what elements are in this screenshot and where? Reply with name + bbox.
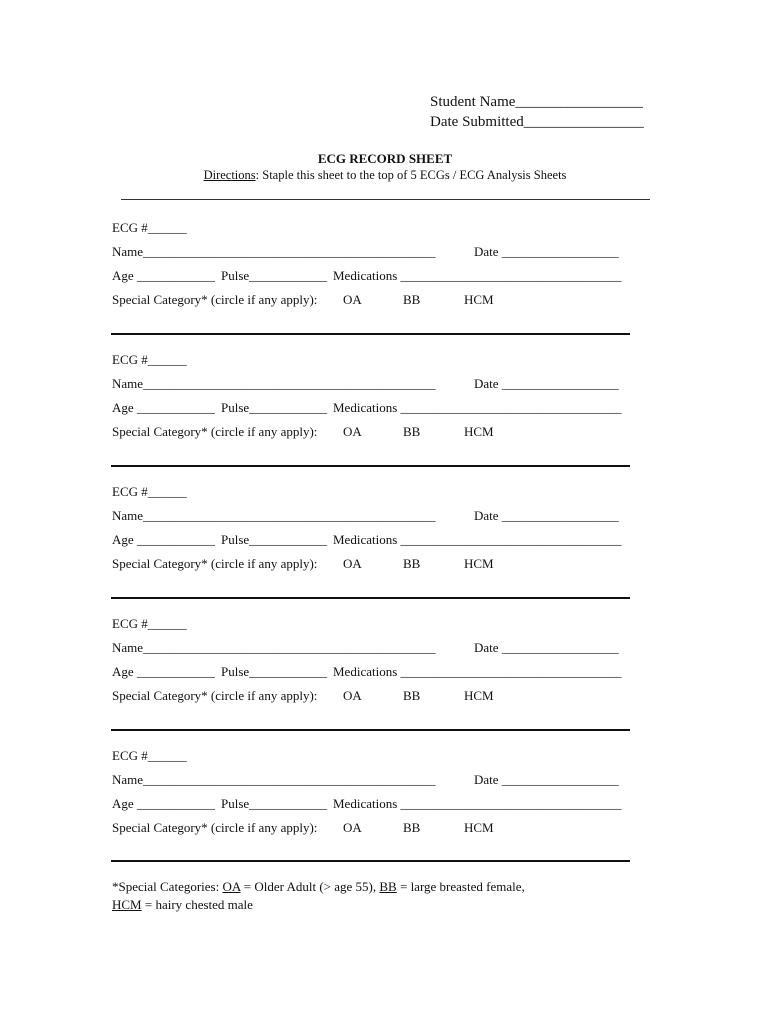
section-divider (111, 597, 630, 599)
date-submitted-field[interactable]: Date Submitted________________ (430, 114, 644, 130)
section-divider (111, 860, 630, 862)
age-field[interactable]: Age ____________ (112, 664, 215, 679)
medications-field[interactable]: Medications __________________________________ (333, 400, 622, 415)
option-hcm[interactable]: HCM (464, 556, 494, 571)
ecg-number-field[interactable]: ECG #______ (112, 484, 187, 499)
section-divider (111, 333, 630, 335)
ecg-number-field[interactable]: ECG #______ (112, 616, 187, 631)
pulse-field[interactable]: Pulse____________ (221, 268, 328, 283)
ecg-record-section-3 (112, 484, 632, 594)
date-field[interactable]: Date __________________ (474, 508, 619, 523)
ecg-number-field[interactable]: ECG #______ (112, 352, 187, 367)
age-field[interactable]: Age ____________ (112, 400, 215, 415)
option-hcm[interactable]: HCM (464, 688, 494, 703)
directions-text: : Staple this sheet to the top of 5 ECGs / ECG Analysis Sheets (255, 168, 567, 182)
option-bb[interactable]: BB (403, 292, 421, 307)
name-field[interactable]: Name_____________________________________________ (112, 640, 436, 655)
age-field[interactable]: Age ____________ (112, 532, 215, 547)
ecg-record-section-1 (112, 220, 632, 330)
option-hcm[interactable]: HCM (464, 424, 494, 439)
date-field[interactable]: Date __________________ (474, 244, 619, 259)
age-field[interactable]: Age ____________ (112, 796, 215, 811)
pulse-field[interactable]: Pulse____________ (221, 532, 328, 547)
special-category-label: Special Category* (circle if any apply): (112, 556, 318, 571)
option-bb[interactable]: BB (403, 556, 421, 571)
footnote-bb-def: = large breasted female, (396, 879, 525, 894)
footnote-bb: BB (379, 879, 397, 894)
option-oa[interactable]: OA (343, 820, 362, 835)
footnote-line-1 (112, 878, 525, 896)
ecg-number-field[interactable]: ECG #______ (112, 220, 187, 235)
medications-field[interactable]: Medications __________________________________ (333, 532, 622, 547)
footnote-oa-def: = Older Adult (> age 55), (240, 879, 380, 894)
date-field[interactable]: Date __________________ (474, 640, 619, 655)
date-field[interactable]: Date __________________ (474, 376, 619, 391)
option-bb[interactable]: BB (403, 820, 421, 835)
directions-line (0, 168, 770, 183)
option-hcm[interactable]: HCM (464, 820, 494, 835)
pulse-field[interactable]: Pulse____________ (221, 664, 328, 679)
medications-field[interactable]: Medications __________________________________ (333, 268, 622, 283)
option-oa[interactable]: OA (343, 424, 362, 439)
option-oa[interactable]: OA (343, 688, 362, 703)
directions-label: Directions (203, 168, 256, 182)
name-field[interactable]: Name_____________________________________________ (112, 376, 436, 391)
special-category-label: Special Category* (circle if any apply): (112, 820, 318, 835)
footnote-line-2 (112, 896, 253, 914)
footnote-prefix: *Special Categories: (112, 879, 223, 894)
special-category-label: Special Category* (circle if any apply): (112, 688, 318, 703)
footnote-oa: OA (222, 879, 241, 894)
age-field[interactable]: Age ____________ (112, 268, 215, 283)
ecg-record-section-2 (112, 352, 632, 462)
special-category-label: Special Category* (circle if any apply): (112, 292, 318, 307)
ecg-number-field[interactable]: ECG #______ (112, 748, 187, 763)
option-bb[interactable]: BB (403, 424, 421, 439)
medications-field[interactable]: Medications __________________________________ (333, 796, 622, 811)
date-field[interactable]: Date __________________ (474, 772, 619, 787)
option-oa[interactable]: OA (343, 292, 362, 307)
name-field[interactable]: Name_____________________________________________ (112, 772, 436, 787)
option-oa[interactable]: OA (343, 556, 362, 571)
pulse-field[interactable]: Pulse____________ (221, 400, 328, 415)
footnote-hcm: HCM (112, 897, 142, 912)
section-divider (111, 729, 630, 731)
name-field[interactable]: Name_____________________________________________ (112, 244, 436, 259)
page-title: ECG RECORD SHEET (317, 151, 453, 166)
special-category-label: Special Category* (circle if any apply): (112, 424, 318, 439)
option-bb[interactable]: BB (403, 688, 421, 703)
ecg-record-section-4 (112, 616, 632, 726)
student-name-field[interactable]: Student Name_________________ (430, 94, 643, 110)
name-field[interactable]: Name_____________________________________________ (112, 508, 436, 523)
section-divider (111, 465, 630, 467)
ecg-record-section-5 (112, 748, 632, 858)
header-divider (121, 199, 650, 200)
medications-field[interactable]: Medications __________________________________ (333, 664, 622, 679)
footnote-hcm-def: = hairy chested male (141, 897, 253, 912)
pulse-field[interactable]: Pulse____________ (221, 796, 328, 811)
option-hcm[interactable]: HCM (464, 292, 494, 307)
